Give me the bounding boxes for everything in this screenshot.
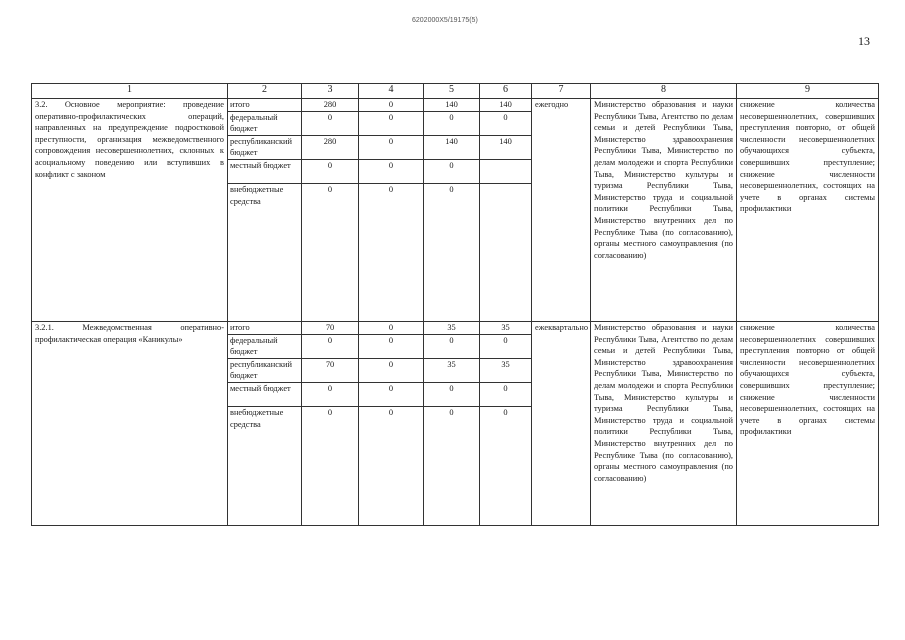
execution-period: ежеквартально bbox=[532, 321, 591, 525]
funding-source: республиканский бюджет bbox=[228, 358, 302, 382]
funding-source: итого bbox=[228, 99, 302, 112]
value-col5: 140 bbox=[424, 99, 480, 112]
expected-result: снижение количества несовершеннолетних, совершивших преступления повторно, от общей численности несовершеннолетних обучающихся субъекта, совершивших преступление; снижение численности несовершеннолетних, состоящих на учете в органах системы профилактики bbox=[737, 99, 879, 322]
activity-name: 3.2.1. Межведомственная оперативно-профилактическая операция «Каникулы» bbox=[32, 321, 228, 525]
funding-source: местный бюджет bbox=[228, 382, 302, 406]
value-col4: 0 bbox=[359, 382, 424, 406]
page-number: 13 bbox=[858, 34, 870, 48]
funding-source: федеральный бюджет bbox=[228, 334, 302, 358]
value-col4: 0 bbox=[359, 159, 424, 183]
column-number: 5 bbox=[424, 84, 480, 99]
executors: Министерство образования и науки Республики Тыва, Агентство по делам семьи и детей Республики Тыва, Министерство здравоохранения Республики Тыва, Министерство по делам молодежи и спорта Республики Тыва, Министерство культуры и туризма Республики Тыва, Министерство труда и социальной политики Республики Тыва, Министерство внутренних дел по Республике Тыва (по согласованию), органы местного самоуправления (по согласованию) bbox=[591, 321, 737, 525]
value-col4: 0 bbox=[359, 321, 424, 334]
value-col3: 70 bbox=[302, 321, 359, 334]
value-col3: 70 bbox=[302, 358, 359, 382]
value-col5: 35 bbox=[424, 321, 480, 334]
value-col6 bbox=[480, 183, 532, 321]
value-col3: 0 bbox=[302, 159, 359, 183]
value-col6: 0 bbox=[480, 334, 532, 358]
column-number: 8 bbox=[591, 84, 737, 99]
value-col3: 0 bbox=[302, 183, 359, 321]
value-col6: 140 bbox=[480, 99, 532, 112]
funding-source: республиканский бюджет bbox=[228, 135, 302, 159]
funding-source: внебюджетные средства bbox=[228, 406, 302, 525]
value-col4: 0 bbox=[359, 334, 424, 358]
program-table bbox=[31, 83, 879, 526]
value-col5: 0 bbox=[424, 382, 480, 406]
column-number: 7 bbox=[532, 84, 591, 99]
column-number: 3 bbox=[302, 84, 359, 99]
funding-source: местный бюджет bbox=[228, 159, 302, 183]
value-col6: 35 bbox=[480, 358, 532, 382]
column-number: 1 bbox=[32, 84, 228, 99]
activity-name: 3.2. Основное мероприятие: проведение оперативно-профилактических операций, направленных на предупреждение подростковой преступности, организация межведомственного сопровождения несовершеннолетних, склонных к асоциальному поведению или вступивших в конфликт с законом bbox=[32, 99, 228, 322]
table-row bbox=[32, 99, 879, 112]
value-col6: 140 bbox=[480, 135, 532, 159]
expected-result: снижение количества несовершеннолетних совершивших преступления повторно от общей численности несовершеннолетних обучающихся субъекта, совершивших преступление; снижение численности несовершеннолетних, состоящих на учете в органах системы профилактики bbox=[737, 321, 879, 525]
column-number-row bbox=[32, 84, 879, 99]
column-number: 6 bbox=[480, 84, 532, 99]
value-col4: 0 bbox=[359, 406, 424, 525]
execution-period: ежегодно bbox=[532, 99, 591, 322]
value-col4: 0 bbox=[359, 111, 424, 135]
column-number: 4 bbox=[359, 84, 424, 99]
funding-source: внебюджетные средства bbox=[228, 183, 302, 321]
value-col4: 0 bbox=[359, 135, 424, 159]
value-col5: 0 bbox=[424, 159, 480, 183]
value-col3: 0 bbox=[302, 111, 359, 135]
value-col6: 0 bbox=[480, 382, 532, 406]
value-col5: 0 bbox=[424, 111, 480, 135]
value-col3: 0 bbox=[302, 406, 359, 525]
value-col4: 0 bbox=[359, 358, 424, 382]
value-col3: 0 bbox=[302, 382, 359, 406]
value-col4: 0 bbox=[359, 183, 424, 321]
value-col5: 0 bbox=[424, 406, 480, 525]
value-col5: 0 bbox=[424, 334, 480, 358]
column-number: 2 bbox=[228, 84, 302, 99]
executors: Министерство образования и науки Республики Тыва, Агентство по делам семьи и детей Республики Тыва, Министерство здравоохранения Республики Тыва, Министерство по делам молодежи и спорта Республики Тыва, Министерство культуры и туризма Республики Тыва, Министерство труда и социальной политики Республики Тыва, Министерство внутренних дел по Республике Тыва (по согласованию), органы местного самоуправления (по согласованию) bbox=[591, 99, 737, 322]
document-id: 6202000X5/19175(5) bbox=[412, 17, 478, 24]
table-row bbox=[32, 321, 879, 334]
value-col3: 280 bbox=[302, 99, 359, 112]
funding-source: федеральный бюджет bbox=[228, 111, 302, 135]
value-col3: 0 bbox=[302, 334, 359, 358]
value-col6: 0 bbox=[480, 111, 532, 135]
funding-source: итого bbox=[228, 321, 302, 334]
value-col6: 35 bbox=[480, 321, 532, 334]
value-col6 bbox=[480, 159, 532, 183]
value-col5: 140 bbox=[424, 135, 480, 159]
value-col6: 0 bbox=[480, 406, 532, 525]
value-col4: 0 bbox=[359, 99, 424, 112]
value-col3: 280 bbox=[302, 135, 359, 159]
column-number: 9 bbox=[737, 84, 879, 99]
value-col5: 35 bbox=[424, 358, 480, 382]
value-col5: 0 bbox=[424, 183, 480, 321]
